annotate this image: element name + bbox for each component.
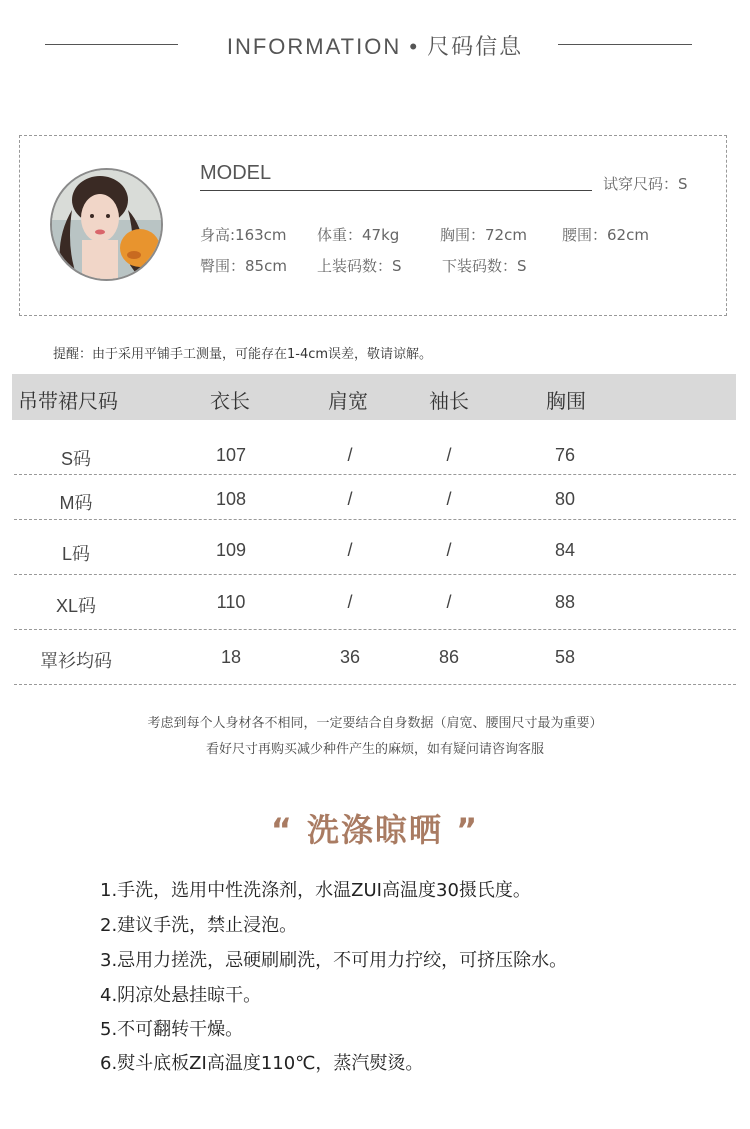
table-cell: 109 <box>215 540 247 560</box>
table-cell: 58 <box>554 647 576 667</box>
table-cell: M码 <box>59 493 93 513</box>
row-divider <box>14 474 736 475</box>
table-cell: L码 <box>61 544 90 564</box>
model-label: MODEL <box>200 162 272 184</box>
table-cell: / <box>347 489 353 509</box>
row-divider <box>14 684 736 685</box>
table-cell: 88 <box>554 592 576 612</box>
model-top-size: 上装码数：S <box>317 257 402 275</box>
wash-item: 1.手洗，选用中性洗涤剂，水温ZUI高温度30摄氏度。 <box>100 880 531 901</box>
table-cell: 18 <box>220 647 242 667</box>
size-note-2: 看好尺寸再购买减少种件产生的麻烦，如有疑问请咨询客服 <box>205 742 544 757</box>
model-height: 身高:163cm <box>200 226 287 244</box>
table-cell: 罩衫均码 <box>40 651 112 671</box>
table-cell: 86 <box>438 647 460 667</box>
table-cell: / <box>446 489 452 509</box>
wash-item: 5.不可翻转干燥。 <box>100 1019 244 1040</box>
table-cell: XL码 <box>55 596 97 616</box>
model-bust: 胸围：72cm <box>440 226 527 244</box>
table-header-size: 吊带裙尺码 <box>18 389 118 413</box>
model-photo-icon <box>52 170 161 279</box>
wash-item: 2.建议手洗，禁止浸泡。 <box>100 915 298 936</box>
table-header-length: 衣长 <box>210 389 250 413</box>
size-note-1: 考虑到每个人身材各不相同，一定要结合自身数据（肩宽、腰围尺寸最为重要） <box>147 716 603 731</box>
table-cell: / <box>347 540 353 560</box>
model-hip: 臀围：85cm <box>200 257 287 275</box>
model-bottom-size: 下装码数：S <box>442 257 527 275</box>
table-cell: 108 <box>215 489 247 509</box>
table-header-bust: 胸围 <box>546 389 586 413</box>
trial-size: 试穿尺码：S <box>603 175 688 193</box>
model-underline <box>200 190 592 191</box>
table-cell: 76 <box>554 445 576 465</box>
model-avatar <box>50 168 163 281</box>
wash-item: 6.熨斗底板ZI高温度110℃，蒸汽熨烫。 <box>100 1053 424 1074</box>
measurement-notice: 提醒：由于采用平铺手工测量，可能存在1-4cm误差，敬请谅解。 <box>53 347 433 362</box>
table-cell: 107 <box>215 445 247 465</box>
table-cell: / <box>446 592 452 612</box>
table-cell: 84 <box>554 540 576 560</box>
table-header-sleeve: 袖长 <box>429 389 469 413</box>
table-header-shoulder: 肩宽 <box>328 389 368 413</box>
row-divider <box>14 574 736 575</box>
table-cell: S码 <box>60 449 91 469</box>
wash-item: 3.忌用力搓洗，忌硬刷刷洗，不可用力拧绞，可挤压除水。 <box>100 950 568 971</box>
section-title: INFORMATION • 尺码信息 <box>226 34 524 59</box>
table-cell: / <box>347 592 353 612</box>
row-divider <box>14 519 736 520</box>
table-cell: 80 <box>554 489 576 509</box>
table-cell: / <box>347 445 353 465</box>
model-waist: 腰围：62cm <box>562 226 649 244</box>
table-cell: / <box>446 445 452 465</box>
model-weight: 体重：47kg <box>317 226 400 244</box>
row-divider <box>14 629 736 630</box>
table-cell: 36 <box>339 647 361 667</box>
table-cell: / <box>446 540 452 560</box>
wash-item: 4.阴凉处悬挂晾干。 <box>100 985 262 1006</box>
table-cell: 110 <box>216 592 246 612</box>
wash-section-title: “ 洗涤晾晒 ” <box>270 811 480 849</box>
